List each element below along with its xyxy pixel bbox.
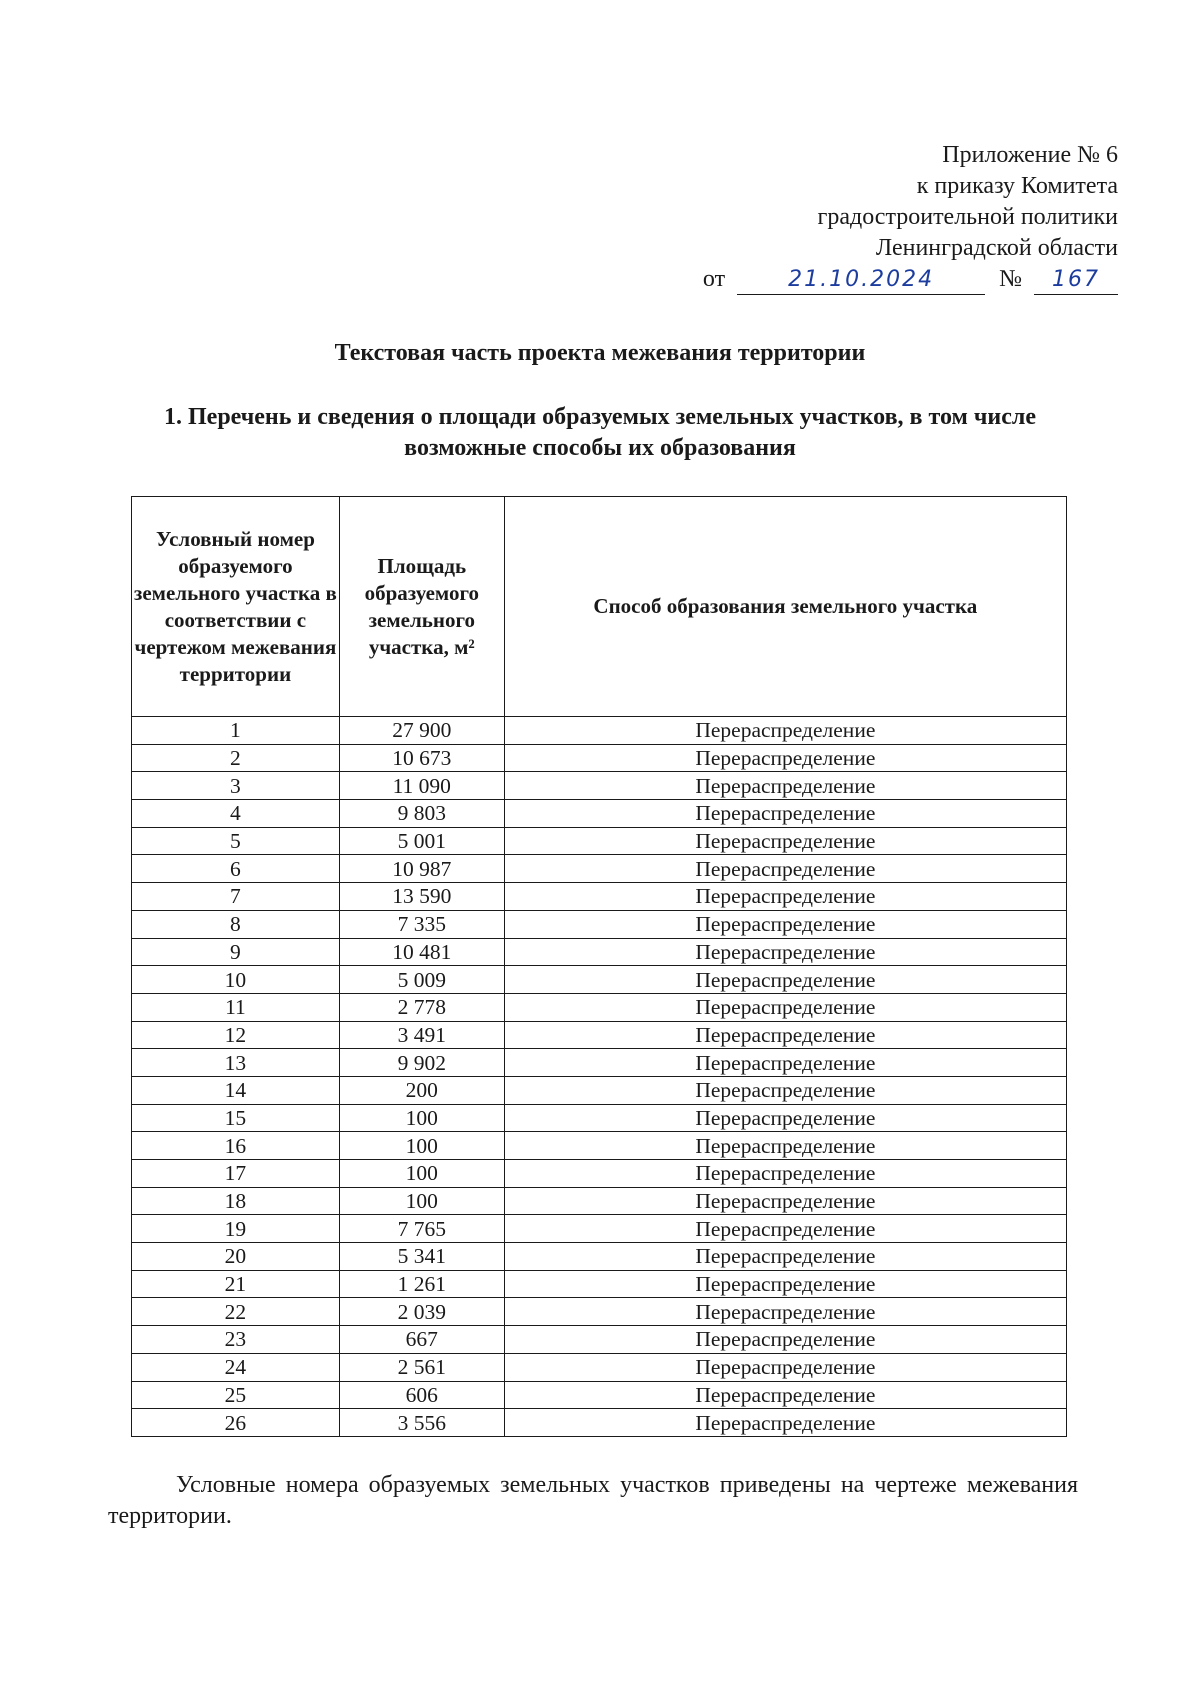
table-row [132, 1270, 1067, 1298]
table-row [132, 744, 1067, 772]
cell-parcel-number: 16 [132, 1132, 340, 1160]
cell-parcel-number: 8 [132, 910, 340, 938]
table-row [132, 1215, 1067, 1243]
cell-formation-method: Перераспределение [504, 772, 1066, 800]
parcels-table [131, 496, 1067, 1437]
handwritten-date: 21.10.2024 [737, 266, 985, 295]
table-row [132, 1049, 1067, 1077]
header-parcel-area: Площадь образуемого земельного участка, м² [339, 497, 504, 717]
cell-parcel-number: 7 [132, 883, 340, 911]
cell-parcel-number: 20 [132, 1243, 340, 1271]
cell-parcel-area: 2 778 [339, 993, 504, 1021]
appendix-region: Ленинградской области [875, 235, 1118, 261]
number-label: № [999, 266, 1022, 292]
table-row [132, 855, 1067, 883]
cell-parcel-area: 2 039 [339, 1298, 504, 1326]
cell-parcel-number: 23 [132, 1326, 340, 1354]
cell-parcel-number: 15 [132, 1104, 340, 1132]
cell-parcel-number: 3 [132, 772, 340, 800]
cell-parcel-number: 22 [132, 1298, 340, 1326]
cell-parcel-number: 21 [132, 1270, 340, 1298]
cell-parcel-area: 606 [339, 1381, 504, 1409]
header-parcel-number: Условный номер образуемого земельного участка в соответствии с чертежом межевания территории [132, 497, 340, 717]
table-row [132, 1409, 1067, 1437]
cell-parcel-number: 11 [132, 993, 340, 1021]
cell-formation-method: Перераспределение [504, 855, 1066, 883]
cell-formation-method: Перераспределение [504, 938, 1066, 966]
cell-formation-method: Перераспределение [504, 910, 1066, 938]
table-row [132, 966, 1067, 994]
table-row [132, 827, 1067, 855]
cell-parcel-area: 11 090 [339, 772, 504, 800]
cell-formation-method: Перераспределение [504, 1270, 1066, 1298]
cell-formation-method: Перераспределение [504, 1381, 1066, 1409]
table-row [132, 1160, 1067, 1188]
cell-parcel-area: 5 009 [339, 966, 504, 994]
table-row [132, 1187, 1067, 1215]
cell-parcel-area: 5 001 [339, 827, 504, 855]
cell-formation-method: Перераспределение [504, 1215, 1066, 1243]
table-header-row [132, 497, 1067, 717]
cell-parcel-area: 1 261 [339, 1270, 504, 1298]
appendix-block [703, 140, 1118, 295]
appendix-committee: градостроительной политики [817, 204, 1118, 230]
cell-parcel-number: 2 [132, 744, 340, 772]
table-row [132, 1381, 1067, 1409]
cell-formation-method: Перераспределение [504, 883, 1066, 911]
table-row [132, 1076, 1067, 1104]
cell-parcel-area: 667 [339, 1326, 504, 1354]
footnote-paragraph: Условные номера образуемых земельных участков приведены на чертеже межевания территории. [108, 1472, 1078, 1529]
cell-parcel-number: 1 [132, 717, 340, 745]
cell-parcel-number: 17 [132, 1160, 340, 1188]
cell-formation-method: Перераспределение [504, 1132, 1066, 1160]
table-row [132, 800, 1067, 828]
cell-formation-method: Перераспределение [504, 993, 1066, 1021]
cell-parcel-area: 5 341 [339, 1243, 504, 1271]
cell-parcel-number: 12 [132, 1021, 340, 1049]
cell-formation-method: Перераспределение [504, 1021, 1066, 1049]
cell-parcel-number: 24 [132, 1353, 340, 1381]
cell-formation-method: Перераспределение [504, 1298, 1066, 1326]
cell-parcel-number: 6 [132, 855, 340, 883]
cell-parcel-area: 10 987 [339, 855, 504, 883]
cell-parcel-number: 25 [132, 1381, 340, 1409]
cell-parcel-area: 2 561 [339, 1353, 504, 1381]
cell-formation-method: Перераспределение [504, 1187, 1066, 1215]
table-row [132, 1353, 1067, 1381]
cell-formation-method: Перераспределение [504, 1353, 1066, 1381]
cell-parcel-area: 7 765 [339, 1215, 504, 1243]
cell-parcel-area: 27 900 [339, 717, 504, 745]
cell-formation-method: Перераспределение [504, 1049, 1066, 1077]
cell-formation-method: Перераспределение [504, 800, 1066, 828]
table-row [132, 938, 1067, 966]
cell-parcel-number: 10 [132, 966, 340, 994]
handwritten-number: 167 [1034, 266, 1118, 295]
cell-parcel-area: 3 556 [339, 1409, 504, 1437]
date-label: от [702, 266, 726, 292]
cell-parcel-number: 19 [132, 1215, 340, 1243]
cell-parcel-number: 5 [132, 827, 340, 855]
cell-parcel-area: 7 335 [339, 910, 504, 938]
table-row [132, 1243, 1067, 1271]
table-row [132, 1326, 1067, 1354]
cell-formation-method: Перераспределение [504, 1409, 1066, 1437]
document-title: Текстовая часть проекта межевания территории [334, 340, 866, 366]
table-row [132, 1132, 1067, 1160]
cell-parcel-area: 100 [339, 1160, 504, 1188]
cell-formation-method: Перераспределение [504, 1243, 1066, 1271]
table-row [132, 993, 1067, 1021]
appendix-order-ref: к приказу Комитета [916, 173, 1118, 199]
cell-parcel-area: 13 590 [339, 883, 504, 911]
cell-parcel-number: 18 [132, 1187, 340, 1215]
cell-formation-method: Перераспределение [504, 744, 1066, 772]
table-row [132, 1021, 1067, 1049]
cell-formation-method: Перераспределение [504, 1076, 1066, 1104]
cell-formation-method: Перераспределение [504, 827, 1066, 855]
cell-parcel-number: 14 [132, 1076, 340, 1104]
table-row [132, 1104, 1067, 1132]
header-formation-method: Способ образования земельного участка [504, 497, 1066, 717]
cell-formation-method: Перераспределение [504, 1160, 1066, 1188]
cell-formation-method: Перераспределение [504, 1104, 1066, 1132]
cell-parcel-number: 13 [132, 1049, 340, 1077]
table-body [132, 717, 1067, 1437]
cell-parcel-area: 100 [339, 1132, 504, 1160]
cell-parcel-area: 200 [339, 1076, 504, 1104]
cell-formation-method: Перераспределение [504, 1326, 1066, 1354]
table-row [132, 717, 1067, 745]
cell-parcel-area: 100 [339, 1104, 504, 1132]
table-row [132, 772, 1067, 800]
cell-parcel-area: 3 491 [339, 1021, 504, 1049]
cell-parcel-number: 26 [132, 1409, 340, 1437]
section-heading: 1. Перечень и сведения о площади образуемых земельных участков, в том числе возможные способы их образования [164, 404, 1036, 461]
cell-parcel-area: 9 902 [339, 1049, 504, 1077]
cell-parcel-area: 9 803 [339, 800, 504, 828]
cell-parcel-number: 9 [132, 938, 340, 966]
cell-parcel-number: 4 [132, 800, 340, 828]
cell-parcel-area: 100 [339, 1187, 504, 1215]
cell-parcel-area: 10 481 [339, 938, 504, 966]
cell-formation-method: Перераспределение [504, 717, 1066, 745]
appendix-number: Приложение № 6 [942, 142, 1118, 168]
table-row [132, 910, 1067, 938]
appendix-date-line [703, 264, 1118, 295]
table-row [132, 883, 1067, 911]
cell-formation-method: Перераспределение [504, 966, 1066, 994]
table-row [132, 1298, 1067, 1326]
cell-parcel-area: 10 673 [339, 744, 504, 772]
